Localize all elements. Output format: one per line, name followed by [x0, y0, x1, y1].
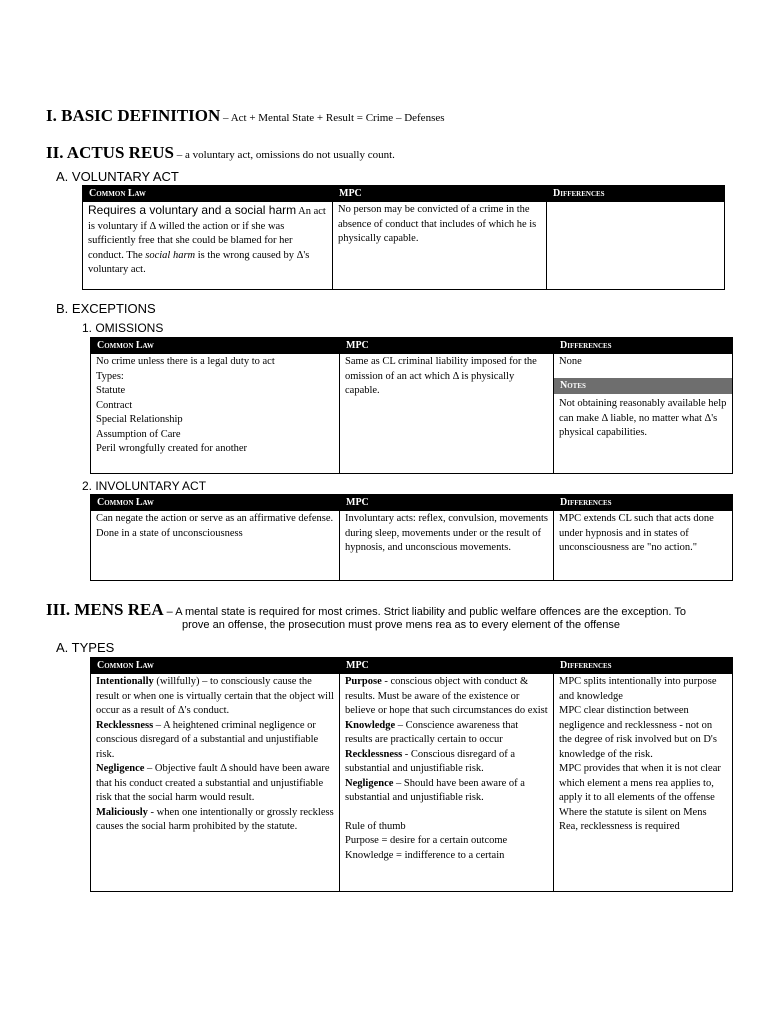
- definition: – A heightened criminal negligence or conscious disregard of a substantial and unjustifiable risk.: [96, 719, 319, 760]
- cl-line: Contract: [96, 399, 133, 411]
- subheading-voluntary-act: A. VOLUNTARY ACT: [56, 169, 179, 184]
- mpc-entry: [345, 675, 548, 719]
- cell-mpc: Same as CL criminal liability imposed for the omission of an act which Δ is physically capable.: [340, 354, 554, 474]
- header-differences: Differences: [554, 658, 733, 674]
- section-basic-definition: [46, 106, 445, 126]
- cell-common-law: [91, 354, 340, 474]
- cl-line: No crime unless there is a legal duty to act: [96, 356, 275, 367]
- diff-line: Where the statute is silent on Mens Rea, recklessness is required: [559, 806, 707, 832]
- term: Recklessness: [96, 719, 154, 731]
- subheading-exceptions: B. EXCEPTIONS: [56, 301, 156, 316]
- header-common-law: Common Law: [91, 658, 340, 674]
- notes-header: Notes: [554, 378, 732, 395]
- voluntary-act-table: [82, 185, 725, 290]
- cell-mpc: No person may be convicted of a crime in the absence of conduct that includes of which he is physically capable.: [333, 202, 547, 290]
- definition: (willfully) – to consciously cause the result or when one is virtually certain that the object will occur as a result of Δ's conduct.: [96, 676, 334, 716]
- header-differences: Differences: [547, 186, 725, 202]
- cell-differences: [554, 354, 733, 474]
- cell-mpc: [340, 674, 554, 892]
- cl-text-end: is the wrong caused by Δ's voluntary act.: [88, 249, 310, 275]
- cell-differences: MPC extends CL such that acts done under hypnosis and in states of unconsciousness are "no action.": [554, 511, 733, 581]
- rule-line: Purpose = desire for a certain outcome: [345, 835, 508, 846]
- cell-common-law: [91, 674, 340, 892]
- definition: - conscious object with conduct & results. Must be aware of the existence or believe or hope that such circumstances do exist: [345, 676, 548, 716]
- diff-text: None: [559, 356, 582, 367]
- term: Maliciously: [96, 806, 148, 818]
- rule-of-thumb-label: Rule of thumb: [345, 820, 406, 832]
- section-summary-continued: prove an offense, the prosecution must prove mens rea as to every element of the offense: [182, 619, 621, 631]
- header-mpc: MPC: [340, 495, 554, 511]
- header-mpc: MPC: [340, 338, 554, 354]
- header-common-law: Common Law: [83, 186, 333, 202]
- subheading-involuntary-act: 2. INVOLUNTARY ACT: [82, 479, 207, 493]
- header-differences: Differences: [554, 495, 733, 511]
- cl-entry: [96, 675, 334, 719]
- diff-line: MPC clear distinction between negligence and recklessness - not on the degree of risk involved but on D's knowledge of the risk.: [559, 705, 717, 760]
- diff-line: MPC provides that when it is not clear which element a mens rea applies to, apply it to all elements of the offense: [559, 763, 721, 803]
- cl-italic: social harm: [145, 249, 196, 261]
- cell-mpc: Involuntary acts: reflex, convulsion, movements during sleep, movements under or the result of hypnosis, and unconscious movements.: [340, 511, 554, 581]
- header-differences: Differences: [554, 338, 733, 354]
- diff-line: MPC splits intentionally into purpose and knowledge: [559, 676, 717, 702]
- omissions-table: [90, 337, 733, 474]
- mpc-entry: [345, 748, 548, 777]
- cell-differences: [547, 202, 725, 290]
- term: Intentionally: [96, 676, 154, 687]
- notes-text: Not obtaining reasonably available help can make Δ liable, no matter what Δ's physical capabilities.: [559, 398, 727, 438]
- section-title: I. BASIC DEFINITION: [46, 106, 221, 125]
- term: Negligence: [345, 777, 394, 789]
- definition: - when one intentionally or grossly reckless causes the social harm prohibited by the statute.: [96, 806, 334, 832]
- involuntary-act-table: [90, 494, 733, 581]
- cl-line: Special Relationship: [96, 414, 183, 425]
- term: Recklessness: [345, 748, 403, 760]
- cl-entry: [96, 762, 334, 806]
- mpc-entry: [345, 719, 548, 748]
- section-actus-reus: [46, 143, 395, 163]
- mpc-entry: [345, 777, 548, 806]
- cl-line: Peril wrongfully created for another: [96, 443, 248, 454]
- header-common-law: Common Law: [91, 495, 340, 511]
- definition: – Should have been aware of a substantial and unjustifiable risk.: [345, 777, 525, 803]
- rule-line: Knowledge = indifference to a certain: [345, 849, 505, 861]
- cell-common-law: [83, 202, 333, 290]
- cl-text: An act is voluntary if Δ willed the action or if she was sufficiently free that she could be blamed for her conduct. The: [88, 206, 326, 261]
- section-summary: – A mental state is required for most crimes. Strict liability and public welfare offences are the exception. To: [163, 606, 686, 618]
- section-summary: – Act + Mental State + Result = Crime – Defenses: [220, 112, 445, 124]
- cl-entry: [96, 806, 334, 835]
- mens-rea-types-table: [90, 657, 733, 892]
- definition: - Conscious disregard of a substantial and unjustifiable risk.: [345, 748, 516, 774]
- term: Negligence: [96, 763, 145, 774]
- cl-entry: [96, 719, 334, 763]
- subheading-omissions: 1. OMISSIONS: [82, 321, 164, 335]
- section-mens-rea: [46, 600, 686, 620]
- section-title: II. ACTUS REUS: [46, 143, 175, 162]
- cl-line: Types:: [96, 370, 124, 382]
- cl-line: Statute: [96, 385, 126, 396]
- header-common-law: Common Law: [91, 338, 340, 354]
- subheading-types: A. TYPES: [56, 640, 115, 655]
- header-mpc: MPC: [340, 658, 554, 674]
- section-summary: – a voluntary act, omissions do not usually count.: [174, 149, 395, 161]
- definition: – Objective fault Δ should have been aware that his conduct created a substantial and unjustifiable risk that the social harm would result.: [96, 763, 330, 803]
- term: Purpose: [345, 676, 382, 687]
- cl-lead: Requires a voluntary and a social harm: [88, 203, 297, 217]
- section-title: III. MENS REA: [46, 600, 164, 619]
- term: Knowledge: [345, 719, 396, 731]
- header-mpc: MPC: [333, 186, 547, 202]
- cell-differences: [554, 674, 733, 892]
- cl-line: Assumption of Care: [96, 428, 181, 440]
- cell-common-law: Can negate the action or serve as an affirmative defense. Done in a state of unconsciousness: [91, 511, 340, 581]
- definition: – Conscience awareness that results are practically certain to occur: [345, 719, 519, 745]
